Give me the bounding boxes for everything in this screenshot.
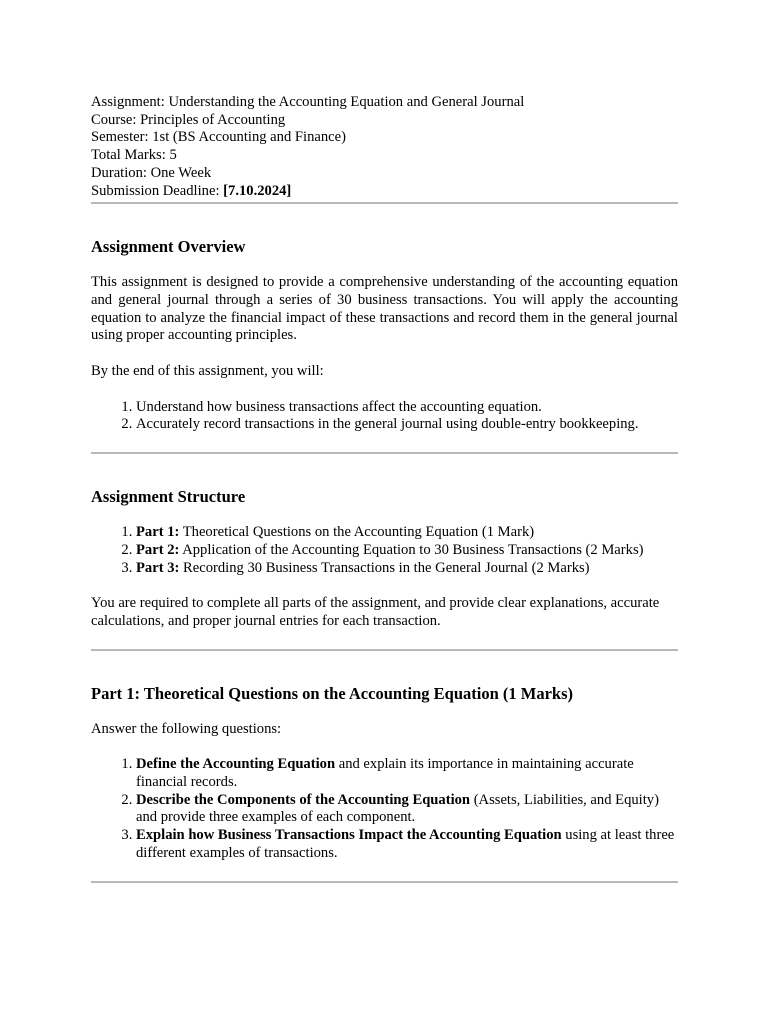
part-description: Application of the Accounting Equation to 30 Business Transactions (2 Marks) bbox=[179, 541, 644, 558]
part1-intro: Answer the following questions: bbox=[91, 720, 282, 737]
overview-intro: By the end of this assignment, you will: bbox=[91, 363, 324, 380]
meta-semester-value: 1st (BS Accounting and Finance) bbox=[152, 129, 346, 146]
part1-questions bbox=[91, 756, 678, 862]
meta-assignment bbox=[91, 94, 678, 112]
meta-deadline bbox=[91, 183, 678, 201]
meta-semester-label: Semester: bbox=[91, 129, 149, 146]
part-description: Recording 30 Business Transactions in the General Journal (2 Marks) bbox=[179, 559, 590, 576]
divider bbox=[91, 881, 678, 883]
part-label: Part 2: bbox=[136, 541, 180, 558]
question-title: Define the Accounting Equation bbox=[136, 756, 336, 773]
part-label: Part 3: bbox=[136, 559, 180, 576]
meta-marks-label: Total Marks: bbox=[91, 147, 166, 164]
meta-assignment-value: Understanding the Accounting Equation and General Journal bbox=[168, 94, 525, 110]
document-content bbox=[91, 94, 678, 883]
meta-duration-label: Duration: bbox=[91, 164, 147, 181]
question-item bbox=[136, 827, 678, 862]
question-text: and explain its importance in maintaining accurate financial records. bbox=[136, 756, 634, 791]
meta-deadline-value: [7.10.2024] bbox=[223, 182, 292, 199]
assignment-meta bbox=[91, 94, 678, 200]
structure-paragraph: You are required to complete all parts of the assignment, and provide clear explanations, accurate calculations, and proper journal entries for each transaction. bbox=[91, 595, 660, 629]
meta-duration-value: One Week bbox=[150, 164, 212, 181]
meta-course bbox=[91, 112, 678, 130]
meta-duration bbox=[91, 165, 678, 183]
meta-deadline-label: Submission Deadline: bbox=[91, 182, 220, 199]
meta-marks-value: 5 bbox=[169, 147, 177, 164]
overview-heading: Assignment Overview bbox=[91, 237, 246, 257]
list-item bbox=[136, 542, 678, 560]
overview-list bbox=[91, 399, 678, 434]
divider bbox=[91, 452, 678, 454]
question-item bbox=[136, 792, 678, 827]
question-item bbox=[136, 756, 678, 791]
meta-total-marks bbox=[91, 147, 678, 165]
divider bbox=[91, 202, 678, 204]
meta-course-label: Course: bbox=[91, 111, 137, 128]
part-label: Part 1: bbox=[136, 524, 180, 541]
part-description: Theoretical Questions on the Accounting Equation (1 Mark) bbox=[179, 524, 535, 541]
structure-heading: Assignment Structure bbox=[91, 487, 246, 507]
list-item bbox=[136, 524, 678, 542]
meta-semester bbox=[91, 129, 678, 147]
question-text: (Assets, Liabilities, and Equity) and provide three examples of each component. bbox=[136, 791, 659, 826]
divider bbox=[91, 649, 678, 651]
question-text: using at least three different examples of transactions. bbox=[136, 827, 675, 861]
overview-paragraph: This assignment is designed to provide a comprehensive understanding of the accounting equation and general journal through a series of 30 business transactions. You will apply the accounting equation to analyze the financial impact of these transactions and record them in the general journal using proper accounting principles. bbox=[91, 274, 678, 344]
meta-course-value: Principles of Accounting bbox=[140, 111, 286, 128]
list-item bbox=[136, 560, 678, 578]
list-item: 2. Accurately record transactions in the general journal using double-entry bookkeeping. bbox=[136, 416, 678, 434]
part1-heading: Part 1: Theoretical Questions on the Accounting Equation (1 Marks) bbox=[91, 683, 574, 703]
question-title: Explain how Business Transactions Impact the Accounting Equation bbox=[136, 827, 562, 844]
question-title: Describe the Components of the Accounting Equation bbox=[136, 791, 471, 808]
list-item: 1. Understand how business transactions affect the accounting equation. bbox=[136, 399, 678, 417]
meta-assignment-label: Assignment: bbox=[91, 94, 165, 110]
structure-list bbox=[91, 524, 678, 577]
